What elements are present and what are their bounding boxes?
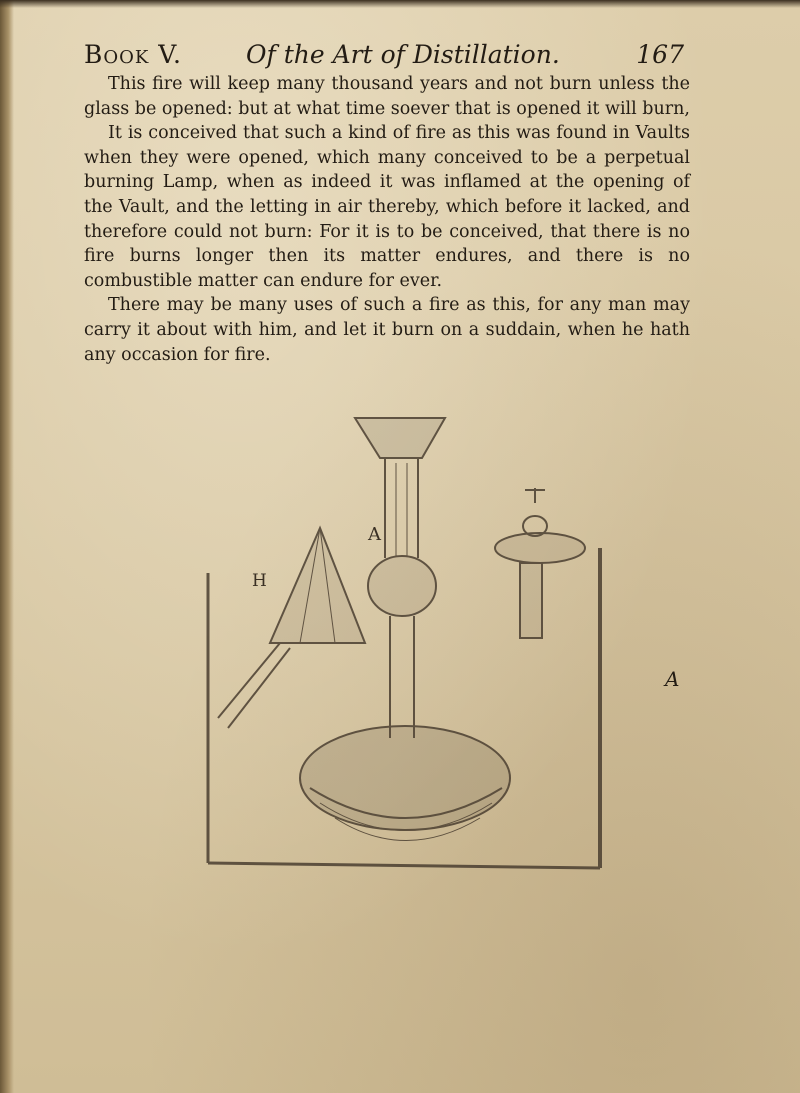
paragraph-2: It is conceived that such a kind of fire as this was found in Vaults when they were opened, which many conceived to be a perpetual burning Lamp, when as indeed it was inflamed at the opening of the Vault, and the letting in air thereby, which before it lacked, and therefore could not burn: For it is to be conceived, that there is no fire burns longer then its matter endures, and there is no combustible matter can endure for ever. xyxy=(84,123,690,291)
candlestick-illustration xyxy=(190,408,710,888)
header-title: Of the Art of Distillation. xyxy=(246,40,560,69)
paragraph-3: There may be many uses of such a fire as this, for any man may carry it about with him, and let it burn on a suddain, when he hath any occasion for fire. xyxy=(84,295,690,365)
figure-label-h: H xyxy=(252,571,267,591)
header-book: Book V. xyxy=(84,40,182,69)
paragraph-1: This fire will keep many thousand years and not burn unless the glass be opened: but at what time soever that is opened it will burn, xyxy=(84,74,690,119)
figure-label-a-top: A xyxy=(368,524,381,545)
show-through-text xyxy=(640,885,760,1035)
body-text xyxy=(84,72,690,367)
page-binding-edge xyxy=(0,0,14,1093)
figure-label-a-right: A xyxy=(665,667,680,691)
page-number: 167 xyxy=(636,40,684,69)
page-top-edge xyxy=(0,0,800,8)
running-header xyxy=(84,38,684,72)
woodcut-figure xyxy=(190,408,710,888)
